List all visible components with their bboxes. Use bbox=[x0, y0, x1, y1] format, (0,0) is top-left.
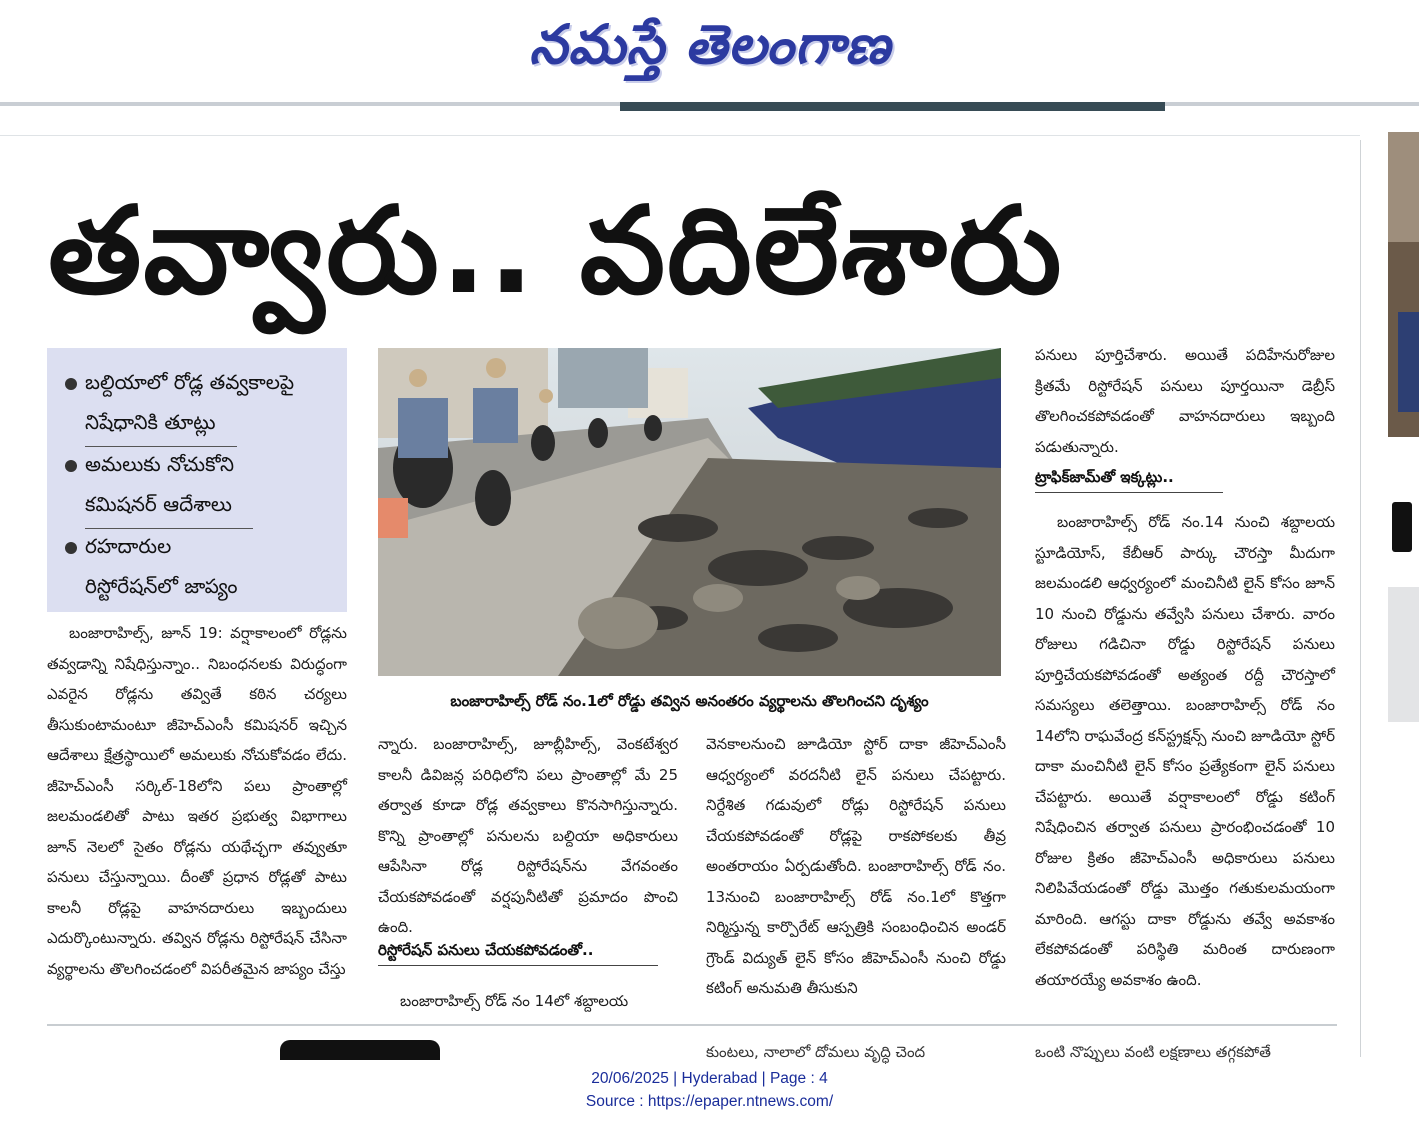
newspaper-logo[interactable]: నమస్తే తెలంగాణ bbox=[529, 12, 891, 76]
article-column-3 bbox=[706, 729, 1006, 1019]
photo-illustration bbox=[378, 348, 1001, 676]
masthead-accent-rule bbox=[620, 102, 1165, 111]
column-4-subhead: ట్రాఫిక్‌జామ్‌తో ఇక్కట్లు.. bbox=[1035, 462, 1223, 493]
adjacent-grey-box bbox=[1388, 587, 1419, 722]
highlight-2 bbox=[65, 444, 335, 524]
highlight-1-line1: బల్దియాలో రోడ్ల తవ్వకాలపై bbox=[85, 370, 295, 394]
column-2-text: న్నారు. బంజారాహిల్స్‌, జూబ్లీహిల్స్‌, వెంకటేశ్వర కాలనీ డివిజన్ల పరిధిలోని పలు ప్రాంతాల్లో మే 25 తర్వాత కూడా రోడ్ల తవ్వకాలు కొనసాగిస్తున్నారు. కొన్ని ప్రాంతాల్లో పనులను బల్దియా అధికారులు ఆపేసినా రోడ్ల రిస్టోరేషన్‌ను వేగవంతం చేయకపోవడంతో వర్షపునీటితో ప్రమాదం పొంచి ఉంది. bbox=[378, 735, 678, 936]
article-column-4 bbox=[1035, 507, 1335, 1012]
photo-caption: బంజారాహిల్స్‌ రోడ్‌ నం.1లో రోడ్డు తవ్విన అనంతరం వ్యర్థాలను తొలగించని దృశ్యం bbox=[450, 692, 929, 710]
highlight-1 bbox=[65, 362, 335, 442]
adjacent-photo bbox=[1388, 132, 1419, 437]
highlight-3-line2: రిస్టోరేషన్‌లో జాప్యం bbox=[85, 574, 238, 598]
story-bottom-rule bbox=[47, 1024, 1337, 1026]
article-column-1 bbox=[47, 618, 347, 1013]
highlights-box bbox=[47, 348, 347, 612]
column-1-text: బంజారాహిల్స్‌, జూన్‌ 19: వర్షాకాలంలో రోడ్లను తవ్వడాన్ని నిషేధిస్తున్నాం.. నిబంధనలకు విరుద్ధంగా ఎవరైన రోడ్లను తవ్వితే కఠిన చర్యలు తీసుకుంటామంటూ జీహెచ్‌ఎంసీ కమిషనర్‌ ఇచ్చిన ఆదేశాలు క్షేత్రస్థాయిలో అమలుకు నోచుకోవడం లేదు. జీహెచ్‌ఎంసీ సర్కిల్‌-18లోని పలు ప్రాంతాల్లో జలమండలితో పాటు ఇతర ప్రభుత్వ విభాగాలు జూన్‌ నెలలో సైతం రోడ్లను యథేచ్ఛగా తవ్వుతూ పనులు చేస్తున్నాయి. దీంతో ప్రధాన రోడ్లతో పాటు కాలనీ రోడ్లపై వాహనదారులు ఇబ్బందులు ఎదుర్కొంటున్నారు. తవ్విన రోడ్లను రిస్టోరేషన్‌ చేసినా వ్యర్థాలను తొలగించడంలో విపరీతమైన జాప్యం చేస్తు bbox=[47, 624, 347, 978]
highlight-2-line2: కమిషనర్‌ ఆదేశాలు bbox=[85, 492, 232, 516]
adjacent-story-strip bbox=[1360, 112, 1419, 1057]
footer-source-link[interactable]: Source : https://epaper.ntnews.com/ bbox=[585, 1093, 834, 1110]
masthead bbox=[0, 0, 1419, 100]
next-story-fragment-2: ఒంటి నొప్పులు వంటి లక్షణాలు తగ్గకపోతే bbox=[1035, 1043, 1271, 1061]
column-4-text: బంజారాహిల్స్‌ రోడ్‌ నం.14 నుంచి శబ్దాలయ స్టూడియోస్‌, కేబీఆర్‌ పార్కు చౌరస్తా మీదుగా జలమండలి ఆధ్వర్యంలో మంచినీటి లైన్‌ కోసం జూన్‌ 10 నుంచి రోడ్డును తవ్వేసి పనులు చేశారు. వారం రోజులు గడిచినా రోడ్డు రిస్టోరేషన్‌ పనులు పూర్తిచేయకపోవడంతో అత్యంత రద్దీ చౌరస్తాలో సమస్యలు తలెత్తాయి. బంజారాహిల్స్‌ రోడ్‌ నం 14లోని రాఘవేంద్ర కన్‌స్ట్రక్షన్స్‌ నుంచి జూడియో స్టోర్‌ దాకా మంచినీటి లైన్‌ కోసం ప్రత్యేకంగా లైన్‌ పనులు చేపట్టారు. అయితే వర్షాకాలంలో రోడ్డు కటింగ్‌ నిషేధించిన తర్వాత పనులు ప్రారంభించడంతో 10 రోజుల క్రితం జీహెచ్‌ఎంసీ అధికారులు పనులు నిలిపివేయడంతో రోడ్డు మొత్తం గతుకులమయంగా మారింది. ఆగస్టు దాకా రోడ్డును తవ్వే అవకాశం లేకపోవడంతో పరిస్థితి మరింత దారుణంగా తయారయ్యే అవకాశం ఉంది. bbox=[1035, 513, 1335, 989]
bullet-icon bbox=[65, 460, 77, 472]
footer-date-page: 20/06/2025 | Hyderabad | Page : 4 bbox=[591, 1070, 828, 1087]
epaper-page[interactable] bbox=[0, 112, 1419, 1061]
newspaper-photo[interactable] bbox=[378, 348, 1001, 676]
highlight-3-line1: రహదారుల bbox=[85, 534, 172, 558]
adjacent-headline-fragment bbox=[1392, 502, 1412, 552]
highlight-2-line1: అమలుకు నోచుకోని bbox=[85, 452, 235, 476]
highlight-1-line2: నిషేధానికి తూట్లు bbox=[85, 410, 216, 434]
column-3-text: వెనకాలనుంచి జూడియో స్టోర్‌ దాకా జీహెచ్‌ఎంసీ ఆధ్వర్యంలో వరదనీటి లైన్‌ పనులు చేపట్టారు. నిర్దేశిత గడువులో రోడ్లు రిస్టోరేషన్‌ పనులు చేయకపోవడంతో రోడ్లపై రాకపోకలకు తీవ్ర అంతరాయం ఏర్పడుతోంది. బంజారాహిల్స్‌ రోడ్‌ నం. 13నుంచి బంజారాహిల్స్‌ రోడ్‌ నం.1లో కొత్తగా నిర్మిస్తున్న కార్పొరేట్‌ ఆస్పత్రికి సంబంధించిన అండర్‌ గ్రౌండ్‌ విద్యుత్‌ లైన్‌ కోసం జీహెచ్‌ఎంసీ నుంచి రోడ్డు కటింగ్‌ అనుమతి తీసుకుని bbox=[706, 735, 1006, 997]
bullet-icon bbox=[65, 542, 77, 554]
page-footer bbox=[0, 1067, 1419, 1113]
article-column-2-tail bbox=[378, 986, 678, 1018]
article-column-2 bbox=[378, 729, 678, 936]
highlight-3 bbox=[65, 526, 335, 606]
column-2-tail-text: బంజారాహిల్స్‌ రోడ్‌ నం 14లో శబ్దాలయ bbox=[400, 992, 629, 1010]
column-4-top-text: పనులు పూర్తిచేశారు. అయితే పదిహేనురోజుల క్రితమే రిస్టోరేషన్‌ పనులు పూర్తయినా డెబ్రీస్‌ తొలగించకపోవడంతో వాహనదారులు ఇబ్బంది పడుతున్నారు. bbox=[1035, 346, 1335, 456]
article-column-4-top bbox=[1035, 340, 1335, 456]
article-headline: తవ్వారు.. వదిలేశారు bbox=[48, 182, 1064, 321]
next-story-fragment-1: కుంటలు, నాలాలో దోమలు వృద్ధి చెంద bbox=[706, 1043, 926, 1061]
bullet-icon bbox=[65, 378, 77, 390]
column-2-subhead: రిస్టోరేషన్‌ పనులు చేయకపోవడంతో.. bbox=[378, 935, 658, 966]
next-story-headline-fragment bbox=[280, 1040, 440, 1060]
page-top-hairline bbox=[0, 135, 1360, 136]
